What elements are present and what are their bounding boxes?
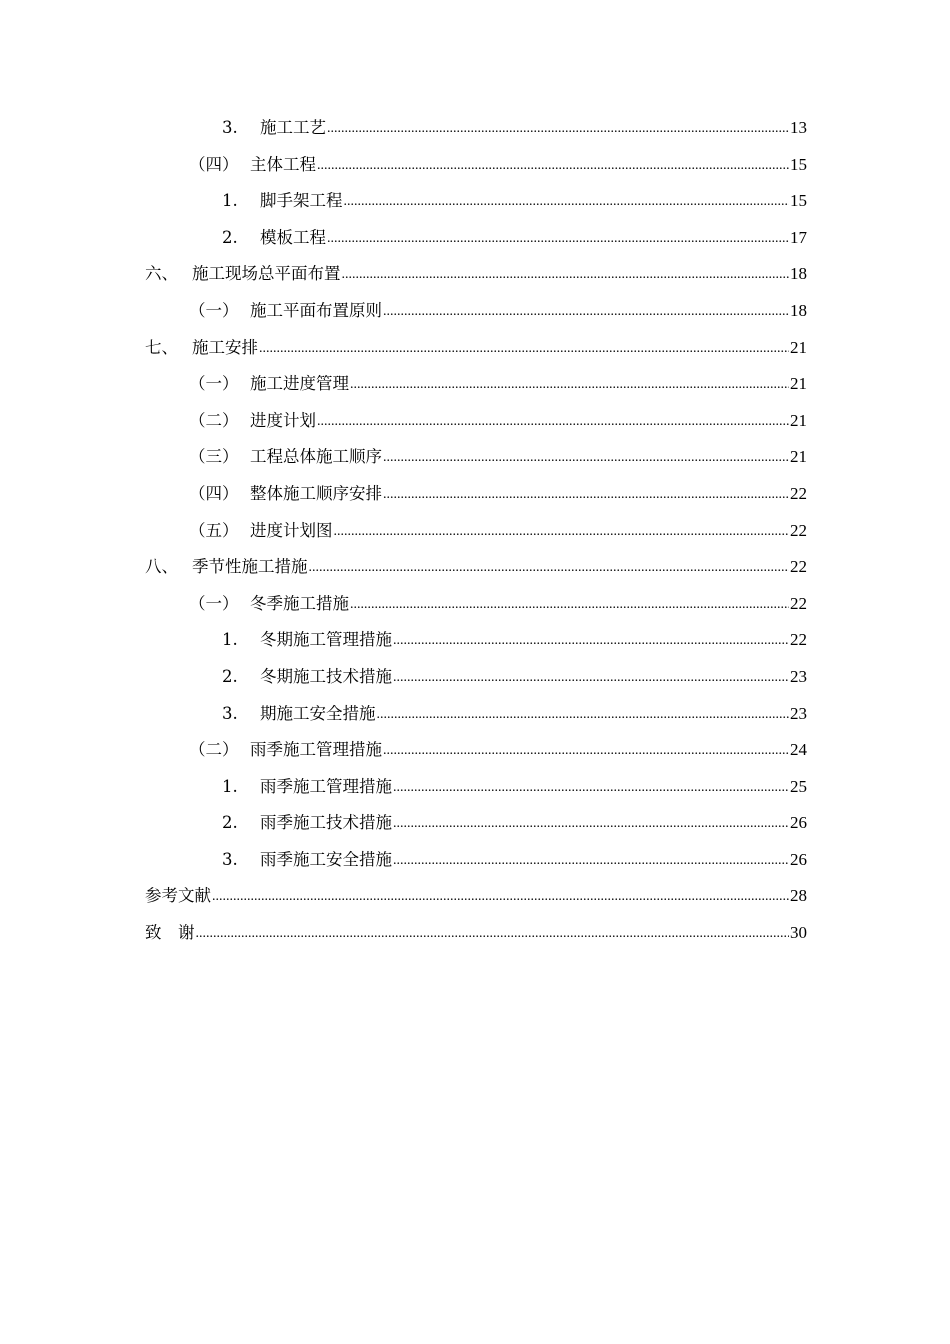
toc-dot-leader bbox=[317, 404, 789, 441]
toc-entry-page-number: 26 bbox=[790, 849, 807, 869]
toc-entry[interactable] bbox=[145, 366, 807, 403]
toc-dot-leader bbox=[350, 367, 789, 404]
toc-entry[interactable] bbox=[145, 769, 807, 806]
toc-entry[interactable] bbox=[145, 659, 807, 696]
toc-entry[interactable] bbox=[145, 330, 807, 367]
toc-dot-leader bbox=[393, 806, 789, 843]
toc-entry[interactable] bbox=[145, 220, 807, 257]
toc-dot-leader bbox=[342, 257, 790, 294]
toc-entry-title: 期施工安全措施 bbox=[260, 703, 376, 723]
toc-entry-page-number: 13 bbox=[790, 118, 807, 137]
toc-entry-title: 进度计划图 bbox=[250, 520, 333, 540]
toc-entry-title: 施工平面布置原则 bbox=[250, 300, 382, 320]
toc-dot-leader bbox=[393, 770, 789, 807]
toc-entry[interactable] bbox=[145, 805, 807, 842]
toc-entry-page-number: 22 bbox=[790, 630, 807, 650]
toc-entry[interactable] bbox=[145, 256, 807, 293]
toc-entry-page-number: 21 bbox=[790, 337, 807, 357]
toc-dot-leader bbox=[393, 660, 789, 697]
toc-entry[interactable] bbox=[145, 439, 807, 476]
toc-entry[interactable] bbox=[145, 147, 807, 184]
toc-entry-number: 2. bbox=[222, 813, 238, 833]
toc-dot-leader bbox=[377, 697, 790, 734]
toc-entry-title: 主体工程 bbox=[250, 154, 316, 174]
toc-entry-number: （四） bbox=[189, 154, 239, 174]
toc-entry-page-number: 22 bbox=[790, 520, 807, 540]
toc-entry-number: 1. bbox=[222, 191, 238, 211]
toc-entry-title: 整体施工顺序安排 bbox=[250, 483, 382, 503]
toc-entry-page-number: 22 bbox=[790, 557, 807, 577]
toc-dot-leader bbox=[383, 477, 789, 514]
toc-dot-leader bbox=[383, 294, 789, 331]
toc-dot-leader bbox=[383, 733, 789, 770]
toc-dot-leader bbox=[393, 623, 789, 660]
toc-entry-page-number: 22 bbox=[790, 593, 807, 613]
toc-entry-title: 雨季施工管理措施 bbox=[260, 776, 392, 796]
toc-entry[interactable] bbox=[145, 622, 807, 659]
toc-entry-title: 工程总体施工顺序 bbox=[250, 447, 382, 467]
toc-entry[interactable] bbox=[145, 549, 807, 586]
toc-dot-leader bbox=[350, 587, 789, 624]
toc-entry-number: 六、 bbox=[145, 264, 178, 284]
toc-entry-page-number: 15 bbox=[790, 191, 807, 211]
toc-dot-leader bbox=[334, 514, 790, 551]
toc-entry-page-number: 23 bbox=[790, 666, 807, 686]
toc-entry-title: 施工现场总平面布置 bbox=[192, 264, 341, 284]
toc-entry-title: 致 谢 bbox=[145, 923, 195, 943]
toc-entry-title: 脚手架工程 bbox=[260, 191, 343, 211]
toc-entry-number: （二） bbox=[189, 410, 239, 430]
toc-dot-leader bbox=[383, 440, 789, 477]
toc-entry[interactable] bbox=[145, 842, 807, 879]
toc-dot-leader bbox=[196, 916, 790, 953]
toc-entry-title: 进度计划 bbox=[250, 410, 316, 430]
toc-entry-page-number: 24 bbox=[790, 740, 807, 760]
toc-entry-page-number: 25 bbox=[790, 776, 807, 796]
toc-entry-title: 施工安排 bbox=[192, 337, 258, 357]
toc-entry-page-number: 21 bbox=[790, 374, 807, 394]
toc-entry[interactable] bbox=[145, 586, 807, 623]
toc-entry[interactable] bbox=[145, 293, 807, 330]
toc-dot-leader bbox=[259, 331, 789, 368]
toc-entry[interactable] bbox=[145, 878, 807, 915]
toc-entry[interactable] bbox=[145, 476, 807, 513]
toc-entry-number: 3. bbox=[222, 703, 238, 723]
toc-entry[interactable] bbox=[145, 732, 807, 769]
toc-entry-number: （二） bbox=[189, 740, 239, 760]
toc-entry-page-number: 18 bbox=[790, 264, 807, 284]
toc-entry-page-number: 17 bbox=[790, 227, 807, 247]
toc-entry-title: 雨季施工安全措施 bbox=[260, 849, 392, 869]
table-of-contents bbox=[145, 110, 807, 952]
toc-entry-page-number: 21 bbox=[790, 410, 807, 430]
toc-entry-number: 3. bbox=[222, 118, 238, 137]
toc-entry-number: （五） bbox=[189, 520, 239, 540]
toc-dot-leader bbox=[344, 184, 790, 221]
toc-entry-title: 施工进度管理 bbox=[250, 374, 349, 394]
toc-entry-title: 雨季施工技术措施 bbox=[260, 813, 392, 833]
toc-entry-page-number: 23 bbox=[790, 703, 807, 723]
toc-dot-leader bbox=[212, 879, 789, 916]
toc-dot-leader bbox=[393, 843, 789, 880]
toc-entry-page-number: 28 bbox=[790, 886, 807, 906]
toc-entry-page-number: 21 bbox=[790, 447, 807, 467]
toc-dot-leader bbox=[309, 550, 790, 587]
toc-entry-number: （一） bbox=[189, 593, 239, 613]
toc-entry-number: 七、 bbox=[145, 337, 178, 357]
toc-dot-leader bbox=[317, 148, 789, 185]
toc-entry-number: 八、 bbox=[145, 557, 178, 577]
toc-entry-number: 1. bbox=[222, 630, 238, 650]
toc-entry-number: （一） bbox=[189, 374, 239, 394]
toc-entry-page-number: 15 bbox=[790, 154, 807, 174]
toc-entry[interactable] bbox=[145, 513, 807, 550]
toc-entry[interactable] bbox=[145, 183, 807, 220]
toc-entry-title: 季节性施工措施 bbox=[192, 557, 308, 577]
toc-entry[interactable] bbox=[145, 110, 807, 147]
toc-entry-title: 雨季施工管理措施 bbox=[250, 740, 382, 760]
toc-entry-number: （四） bbox=[189, 483, 239, 503]
toc-entry[interactable] bbox=[145, 403, 807, 440]
toc-entry-title: 冬期施工技术措施 bbox=[260, 666, 392, 686]
toc-entry[interactable] bbox=[145, 696, 807, 733]
toc-entry-title: 施工工艺 bbox=[260, 118, 326, 137]
toc-entry-page-number: 22 bbox=[790, 483, 807, 503]
toc-entry-title: 冬季施工措施 bbox=[250, 593, 349, 613]
toc-entry-title: 参考文献 bbox=[145, 886, 211, 906]
toc-entry-number: 2. bbox=[222, 666, 238, 686]
toc-entry[interactable] bbox=[145, 915, 807, 952]
toc-entry-title: 模板工程 bbox=[260, 227, 326, 247]
toc-entry-page-number: 26 bbox=[790, 813, 807, 833]
toc-dot-leader bbox=[327, 111, 789, 148]
toc-entry-number: 1. bbox=[222, 776, 238, 796]
toc-entry-title: 冬期施工管理措施 bbox=[260, 630, 392, 650]
toc-entry-page-number: 30 bbox=[790, 923, 807, 943]
toc-entry-number: （三） bbox=[189, 447, 239, 467]
toc-dot-leader bbox=[327, 221, 789, 258]
toc-entry-number: 3. bbox=[222, 849, 238, 869]
toc-entry-page-number: 18 bbox=[790, 300, 807, 320]
toc-entry-number: 2. bbox=[222, 227, 238, 247]
toc-entry-number: （一） bbox=[189, 300, 239, 320]
